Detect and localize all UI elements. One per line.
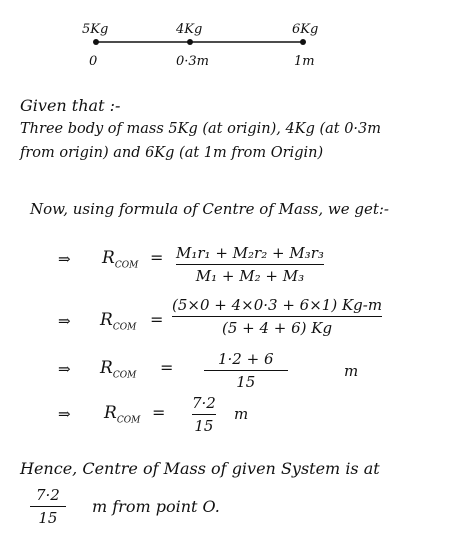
numerator-4: 7·2 [192,394,216,412]
conclusion-denominator: 15 [38,509,58,527]
fraction-bar-1 [176,264,324,265]
conclusion-fraction [30,486,66,527]
fraction-1 [176,244,324,285]
equals-4: = [152,403,166,422]
numerator-1: M₁r₁ + M₂r₂ + M₃r₃ [176,244,324,262]
position-label-2: 0·3m [176,54,210,69]
mass-label-3: 6Kg [292,22,319,37]
fraction-bar-2 [172,316,382,317]
numerator-2: (5×0 + 4×0·3 + 6×1) Kg-m [172,296,383,314]
given-heading: Given that :- [20,96,121,115]
conclusion-line-1: Hence, Centre of Mass of given System is at [20,459,380,478]
equals-3: = [160,358,174,377]
mass-point-1 [93,39,99,45]
implies-arrow-4: ⇒ [58,405,71,423]
rcom-label-1: $R_{COM}$ [102,248,139,271]
position-label-3: 1m [294,54,315,69]
unit-3: m [344,362,359,380]
implies-arrow-2: ⇒ [58,312,71,330]
denominator-3: 15 [236,373,256,391]
intro-line: Now, using formula of Centre of Mass, we get:- [30,200,389,218]
mass-point-2 [187,39,193,45]
conclusion-numerator: 7·2 [36,486,60,504]
equals-1: = [150,248,164,267]
fraction-3 [204,350,288,391]
denominator-1: M₁ + M₂ + M₃ [195,267,305,285]
implies-arrow-1: ⇒ [58,250,71,268]
given-line-1: Three body of mass 5Kg (at origin), 4Kg (at 0·3m [20,121,382,137]
fraction-2 [172,296,382,337]
given-line-2: from origin) and 6Kg (at 1m from Origin) [20,145,324,161]
rcom-label-2: $R_{COM}$ [100,310,137,333]
fraction-bar-4 [192,414,216,415]
mass-label-1: 5Kg [82,22,109,37]
fraction-4 [192,394,216,435]
rcom-label-3: $R_{COM}$ [100,358,137,381]
denominator-2: (5 + 4 + 6) Kg [221,319,333,337]
conclusion-tail: m from point O. [92,497,220,516]
mass-diagram [0,0,474,90]
equals-2: = [150,310,164,329]
numerator-3: 1·2 + 6 [218,350,274,368]
rcom-label-4: $R_{COM}$ [104,403,141,426]
conclusion-fraction-bar [30,506,66,507]
mass-label-2: 4Kg [176,22,203,37]
denominator-4: 15 [194,417,214,435]
implies-arrow-3: ⇒ [58,360,71,378]
mass-point-3 [300,39,306,45]
position-label-1: 0 [89,54,98,69]
unit-4: m [234,405,249,423]
fraction-bar-3 [204,370,288,371]
